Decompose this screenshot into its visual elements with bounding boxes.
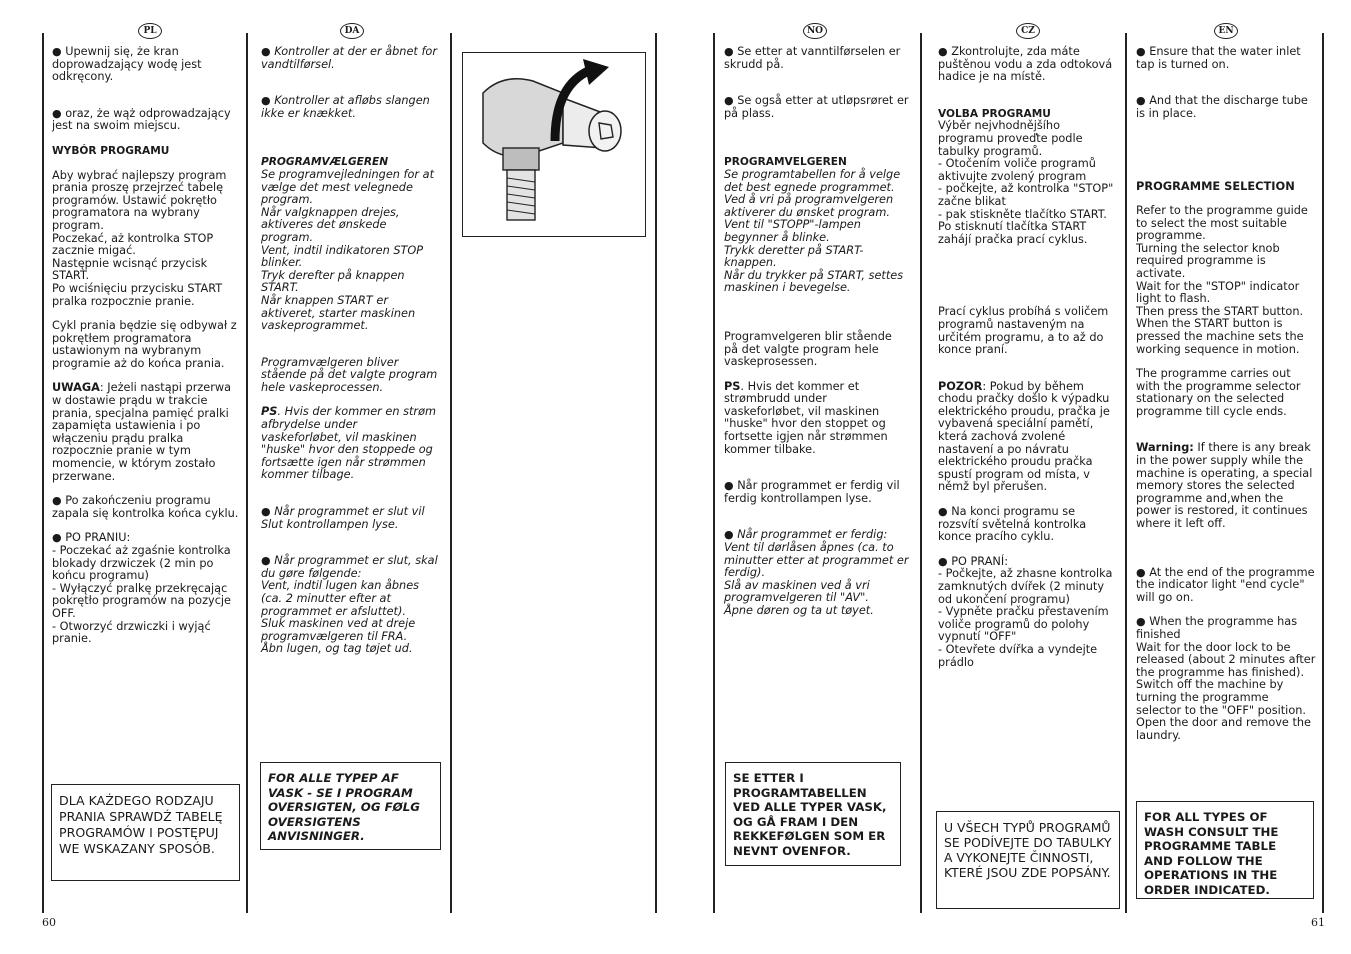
column-divider xyxy=(920,33,922,913)
bullet-icon: ● xyxy=(1136,615,1146,629)
bullet-icon: ● xyxy=(938,554,948,568)
no-bullet-hose: ● Se også etter at utløpsrøret er på plass. xyxy=(724,94,909,120)
da-notice-box: FOR ALLE TYPEP AF VASK - SE I PROGRAM OVERSIGTEN, OG FØLG OVERSIGTENS ANVISNINGER. xyxy=(260,762,441,850)
pl-cycle-text: Cykl prania będzie się odbywał z pokrętłem programatora ustawionym na wybranym programie aż do końca prania. xyxy=(52,319,237,370)
column-divider xyxy=(246,33,248,913)
column-divider xyxy=(1322,33,1324,913)
pl-heading: WYBÓR PROGRAMU xyxy=(52,144,170,157)
da-bullet-water: ● Kontroller at der er åbnet for vandtilførsel. xyxy=(261,45,437,71)
en-bullet-water: ● Ensure that the water inlet tap is turned on. xyxy=(1136,45,1301,71)
en-bullet-after: ● When the programme has finished Wait for the door lock to be released (about 2 minutes after the programme has finished). Switch off the machine by turning the programme selector to the "OFF" position. Open the door and remove the laundry. xyxy=(1136,615,1316,742)
da-bullet-end: ● Når programmet er slut vil Slut kontrollampen lyse. xyxy=(261,505,425,531)
pl-bullet-after: ● PO PRANIU: - Poczekać aż zgaśnie kontrolka blokady drzwiczek (2 min po końcu programu) - Wyłączyć pralkę przekręcając pokrętło programów na pozycje OFF. - Otworzyć drzwiczki i wyjąć pranie. xyxy=(52,531,231,646)
en-cycle-text: The programme carries out with the programme selector stationary on the selected programme till cycle ends. xyxy=(1136,367,1301,418)
bullet-icon: ● xyxy=(52,531,62,545)
en-notice-box: FOR ALL TYPES OF WASH CONSULT THE PROGRAMME TABLE AND FOLLOW THE OPERATIONS IN THE ORDER INDICATED. xyxy=(1136,801,1314,899)
cz-bullet-after: ● PO PRANÍ: - Počkejte, až zhasne kontrolka zamknutých dvířek (2 minuty od ukončení programu) - Vypněte pračku přestavením voliče programů do polohy vypnutí "OFF" - Otevřete dvířka a vyndejte prádlo xyxy=(938,554,1113,669)
bullet-icon: ● xyxy=(1136,565,1146,579)
cz-bullet-end: ● Na konci programu se rozsvítí světelná kontrolka konce pracího cyklu. xyxy=(938,505,1087,544)
bullet-icon: ● xyxy=(261,45,271,58)
language-badge-pl: PL xyxy=(138,23,162,39)
page-number-right: 61 xyxy=(1311,916,1325,929)
pl-warning: UWAGA: Jeżeli nastąpi przerwa w dostawie prądu w trakcie prania, specjalna pamięć pralki zapamięta ustawienia i po włączeniu prądu pralka rozpocznie pranie w tym momencie, w którym zostało przerwane. xyxy=(52,381,232,483)
column-divider xyxy=(1125,33,1127,913)
no-notice-box: SE ETTER I PROGRAMTABELLEN VED ALLE TYPER VASK, OG GÅ FRAM I DEN REKKEFØLGEN SOM ER NEVNT OVENFOR. xyxy=(725,762,901,866)
no-bullet-end: ● Når programmet er ferdig vil ferdig kontrollampen lyse. xyxy=(724,479,900,505)
pl-program-text: Aby wybrać najlepszy program prania proszę przejrzeć tabelę programów. Ustawić pokrętło programatora na wybrany program. Poczekać, aż kontrolka STOP zacznie migać. Następnie wcisnąć przycisk START. Po wciśnięciu przycisku START pralka rozpocznie pranie. xyxy=(52,168,227,308)
da-cycle-text: Programvælgeren bliver stående på det valgte program hele vaskeprocessen. xyxy=(261,355,438,394)
bullet-icon: ● xyxy=(261,554,271,568)
en-bullet-end: ● At the end of the programme the indicator light "end cycle" will go on. xyxy=(1136,565,1315,604)
language-badge-no: NO xyxy=(803,23,827,39)
en-program-text: Refer to the programme guide to select the most suitable programme. Turning the selector knob required programme is activate. Wait for the "STOP" indicator light to flash. Then press the START button. When the START button is pressed the machine sets the working sequence in motion. xyxy=(1136,203,1308,356)
tap-illustration xyxy=(462,52,646,237)
no-bullet-after: ● Når programmet er ferdig: Vent til dørlåsen åpnes (ca. to minutter etter at programmet er ferdig). Slå av maskinen ved å vri programvelgeren til "AV". Åpne døren og ta ut tøyet. xyxy=(724,528,909,617)
water-tap-icon xyxy=(463,53,645,236)
da-bullet-after: ● Når programmet er slut, skal du gøre følgende: Vent, indtil lugen kan åbnes (ca. 2 minutter efter at programmet er afsluttet). Sluk maskinen ved at dreje programvælgeren til FRA. Åbn lugen, og tag tøjet ud. xyxy=(261,554,438,656)
bullet-icon: ● xyxy=(938,505,948,519)
bullet-icon: ● xyxy=(261,505,271,519)
bullet-icon: ● xyxy=(938,45,948,58)
column-no xyxy=(724,46,909,618)
column-en xyxy=(1136,46,1316,742)
bullet-icon: ● xyxy=(724,45,734,58)
cz-heading: VOLBA PROGRAMU xyxy=(938,107,1051,120)
column-pl xyxy=(52,46,242,646)
en-heading: PROGRAMME SELECTION xyxy=(1136,179,1295,194)
no-program-text: Se programtabellen for å velge det best egnede programmet. Ved å vri på programvelgeren aktiverer du ønsket program. Vent til "STOPP"-lampen begynner å blinke. Trykk deretter på START-knappen. Når du trykker på START, settes maskinen i bevegelse. xyxy=(724,167,904,295)
pl-bullet-water: ● Upewnij się, że kran doprowadzający wodę jest odkręcony. xyxy=(52,45,202,84)
bullet-icon: ● xyxy=(724,528,734,542)
column-divider xyxy=(713,33,715,913)
bullet-icon: ● xyxy=(261,94,271,108)
da-bullet-hose: ● Kontroller at afløbs slangen ikke er knækket. xyxy=(261,94,430,120)
da-heading: PROGRAMVÆLGEREN xyxy=(261,156,389,169)
no-bullet-water: ● Se etter at vanntilførselen er skrudd på. xyxy=(724,45,901,71)
pl-bullet-hose: ● oraz, że wąż odprowadzający jest na swoim miejscu. xyxy=(52,106,231,133)
cz-warning: POZOR: Pokud by během chodu pračky došlo k výpadku elektrického proudu, pračka je vybavená speciální pamětí, která zachová zvolené nastavení a po návratu elektrického proudu pračka spustí program od místa, v němž byl přerušen. xyxy=(938,379,1110,494)
cz-cycle-text: Prací cyklus probíhá s voličem programů nastaveným na určitém programu, a to až do konce praní. xyxy=(938,305,1109,357)
da-ps: PS. Hvis der kommer en strøm afbrydelse under vaskeforløbet, vil maskinen "huske" hvor den stoppede og fortsætte igen når strømmen kommer tilbage. xyxy=(261,405,436,482)
bullet-icon: ● xyxy=(52,494,62,508)
en-bullet-hose: ● And that the discharge tube is in place. xyxy=(1136,94,1308,120)
no-ps: PS. Hvis det kommer et strømbrudd under vaskeforløbet, vil maskinen "huske" hvor den stoppet og fortsette igjen når strømmen kommer tilbake. xyxy=(724,379,888,456)
en-warning: Warning: If there is any break in the power supply while the machine is operating, a special memory stores the selected programme and,when the power is restored, it continues where it left off. xyxy=(1136,441,1313,531)
da-program-text: Se programvejledningen for at vælge det mest velegnede program. Når valgknappen drejes, aktiveres det ønskede program. Vent, indtil indikatoren STOP blinker. Tryk derefter på knappen START. Når knappen START er aktiveret, starter maskinen vaskeprogrammet. xyxy=(261,167,435,333)
bullet-icon: ● xyxy=(52,45,62,58)
no-heading: PROGRAMVELGEREN xyxy=(724,156,847,169)
bullet-icon: ● xyxy=(724,479,734,493)
cz-bullet-water: ● Zkontrolujte, zda máte puštěnou vodu a zda odtoková hadice je na místě. xyxy=(938,45,1113,84)
bullet-icon: ● xyxy=(1136,94,1146,108)
language-badge-en: EN xyxy=(1214,23,1238,39)
column-divider xyxy=(42,33,44,913)
bullet-icon: ● xyxy=(52,106,62,120)
pl-bullet-end: ● Po zakończeniu programu zapala się kontrolka końca cyklu. xyxy=(52,494,239,520)
language-badge-cz: CZ xyxy=(1016,23,1040,39)
column-divider xyxy=(655,33,657,913)
cz-notice-box: U VŠECH TYPŮ PROGRAMŮ SE PODÍVEJTE DO TABULKY A VYKONEJTE ČINNOSTI, KTERÉ JSOU ZDE POPSÁNY. xyxy=(936,811,1120,909)
column-divider xyxy=(450,33,452,913)
bullet-icon: ● xyxy=(1136,45,1146,58)
no-cycle-text: Programvelgeren blir stående på det valgte program hele vaskeprosessen. xyxy=(724,329,892,369)
cz-program-text: Výběr nejvhodnějšího programu proveďte podle tabulky programů. - Otočením voliče programů aktivujte zvolený program - počkejte, až kontrolka "STOP" začne blikat - pak stiskněte tlačítko START. Po stisknutí tlačítka START zahájí pračka prací cyklus. xyxy=(938,119,1114,246)
column-cz xyxy=(938,46,1118,669)
language-badge-da: DA xyxy=(340,23,364,39)
column-da xyxy=(261,46,441,656)
page-number-left: 60 xyxy=(42,916,56,929)
bullet-icon: ● xyxy=(724,94,734,108)
pl-notice-box: DLA KAŻDEGO RODZAJU PRANIA SPRAWDŹ TABELĘ PROGRAMÓW I POSTĘPUJ WE WSKAZANY SPOSÓB. xyxy=(51,784,240,881)
